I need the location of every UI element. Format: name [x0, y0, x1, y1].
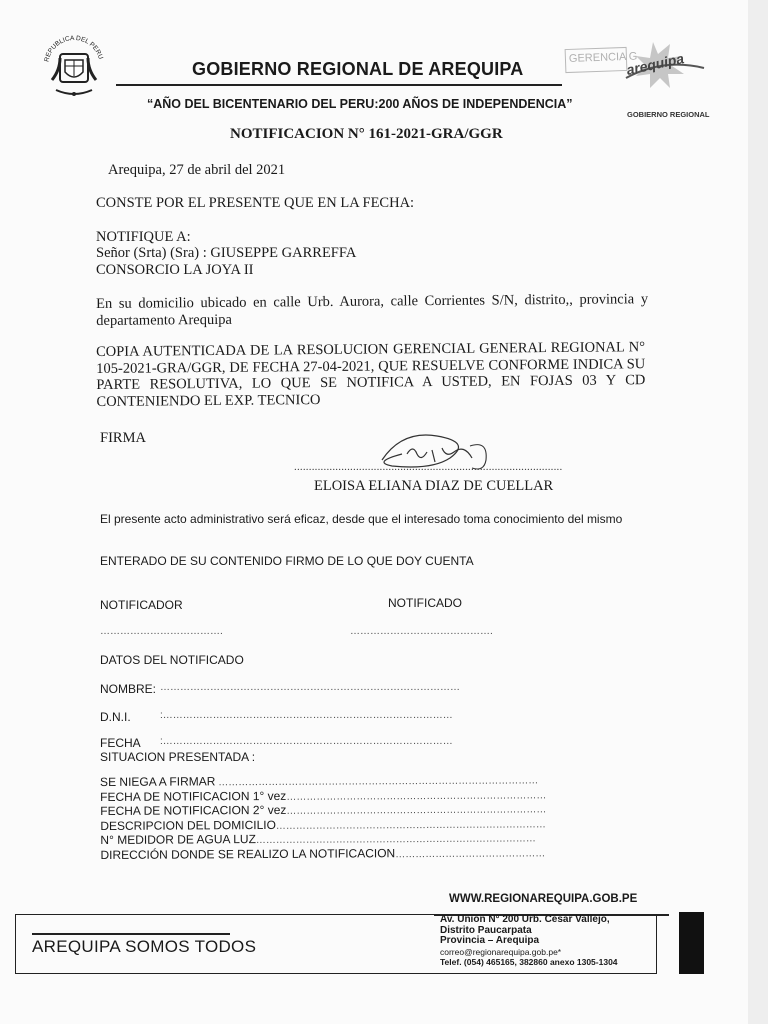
situation-item: DESCRIPCION DEL DOMICILIO……………………………………………………………………… — [100, 817, 546, 833]
footer-phone: Telef. (054) 465165, 382860 anexo 1305-1304 — [440, 956, 618, 967]
situation-item: FECHA DE NOTIFICACION 2° vez…………………………………………………………………… — [100, 802, 547, 818]
stamp-text: GERENCIA G — [568, 50, 638, 65]
situation-item: DIRECCIÓN DONDE SE REALIZO LA NOTIFICACION……………………………………… — [100, 845, 546, 862]
recipient-name: Señor (Srta) (Sra) : GIUSEPPE GARREFFA — [96, 245, 357, 261]
situation-item: FECHA DE NOTIFICACION 1° vez…………………………………………………………………… — [100, 788, 547, 804]
logo-wordmark: arequipa — [624, 50, 686, 78]
nombre-field-line: ……………………………………………………………………………… — [160, 682, 460, 693]
firma-label: FIRMA — [100, 430, 146, 446]
signature-line: ........................................................................................... — [294, 461, 563, 473]
resolution-paragraph: COPIA AUTENTICADA DE LA RESOLUCION GERENCIAL GENERAL REGIONAL N° 105-2021-GRA/GGR, DE FECHA 27-04-2021, QUE RESUELVE CONFORME INDICA SU PARTE RESOLUTIVA, LO QUE SE NOTIFICA A USTED, EN FOJAS 03 Y CD CONTENIENDO EL EXP. TECNICO — [96, 339, 646, 410]
address-line-1: Av. Union N° 200 Urb. Cesar Vallejo, — [440, 914, 610, 925]
logo-caption: GOBIERNO REGIONAL — [627, 110, 710, 119]
notice-number: NOTIFICACION N° 161-2021-GRA/GGR — [230, 126, 503, 142]
recipient-company: CONSORCIO LA JOYA II — [96, 262, 254, 278]
footer-black-bar — [679, 912, 704, 974]
year-motto: “AÑO DEL BICENTENARIO DEL PERU:200 AÑOS DE INDEPENDENCIA” — [147, 97, 573, 111]
nombre-label: NOMBRE: — [100, 682, 157, 696]
dni-field-line: :…………………………………………………………………………… — [160, 710, 453, 721]
signer-name: ELOISA ELIANA DIAZ DE CUELLAR — [314, 478, 554, 494]
domicile-paragraph: En su domicilio ubicado en calle Urb. Aurora, calle Corrientes S/N, distrito,, provincia y departamento Arequipa — [96, 291, 649, 329]
efficacy-note: El presente acto administrativo será eficaz, desde que el interesado toma conocimiento del mismo — [100, 512, 623, 526]
slogan-rule — [32, 933, 230, 935]
seal-text: REPUBLICA DEL PERU — [43, 34, 105, 63]
fecha-field-line: :…………………………………………………………………………… — [160, 736, 453, 747]
svg-text:REPUBLICA DEL PERU — [43, 35, 104, 63]
notifique-label: NOTIFIQUE A: — [96, 229, 191, 245]
notificador-label: NOTIFICADOR — [100, 598, 183, 612]
footer-email: correo@regionarequipa.gob.pe* — [440, 946, 562, 957]
situation-list — [100, 773, 547, 863]
coat-of-arms-seal — [38, 30, 110, 102]
arequipa-logo — [618, 30, 713, 100]
fecha-label: FECHA — [100, 736, 141, 750]
footer-slogan: AREQUIPA SOMOS TODOS — [32, 937, 257, 956]
notificador-signature-line: ………………………………. — [100, 626, 223, 637]
situacion-heading: SITUACION PRESENTADA : — [100, 750, 256, 764]
place-date: Arequipa, 27 de abril del 2021 — [108, 162, 286, 178]
conste-line: CONSTE POR EL PRESENTE QUE EN LA FECHA: — [96, 195, 415, 211]
notificado-signature-line: ……………………………………. — [350, 626, 493, 637]
situation-item: N° MEDIDOR DE AGUA LUZ………………………………………………………………………… — [100, 832, 536, 847]
notificado-label: NOTIFICADO — [388, 596, 462, 610]
footer-website: WWW.REGIONAREQUIPA.GOB.PE — [449, 893, 638, 905]
datos-heading: DATOS DEL NOTIFICADO — [100, 653, 244, 667]
address-line-2: Distrito Paucarpata — [440, 924, 532, 936]
header-rule — [116, 84, 562, 86]
document-title: GOBIERNO REGIONAL DE AREQUIPA — [192, 59, 524, 79]
footer-address — [440, 915, 618, 967]
dni-label: D.N.I. — [100, 710, 131, 724]
enterado-line: ENTERADO DE SU CONTENIDO FIRMO DE LO QUE DOY CUENTA — [100, 554, 474, 568]
address-line-3: Provincia – Arequipa — [440, 935, 540, 946]
situation-item: SE NIEGA A FIRMAR …………………………………………………………………………………… — [99, 774, 539, 789]
scan-edge — [748, 0, 768, 1024]
